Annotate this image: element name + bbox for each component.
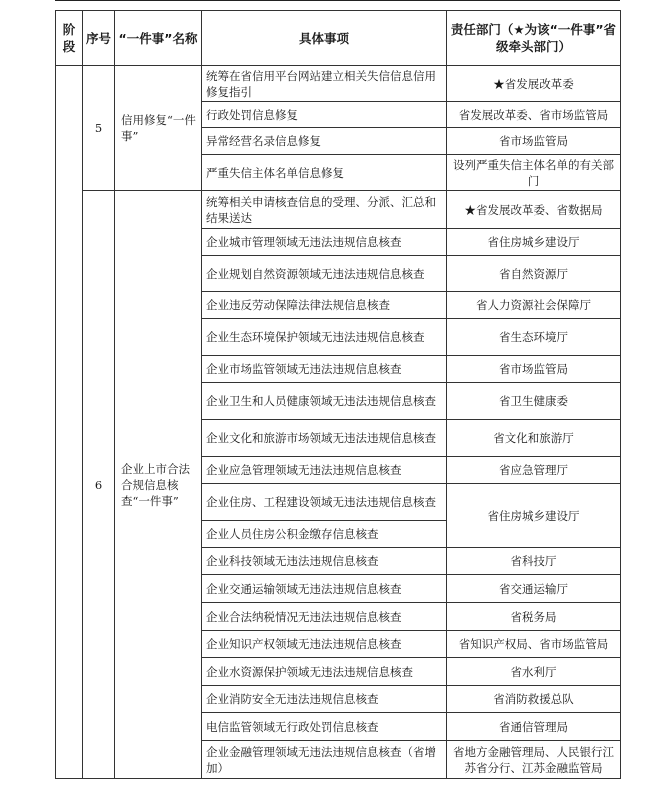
item-cell: 企业科技领域无违法违规信息核查: [202, 548, 447, 575]
table-row: [56, 191, 621, 229]
name-cell: 企业上市合法合规信息核查“一件事”: [115, 191, 202, 779]
header-row: [56, 11, 621, 66]
item-cell: 企业城市管理领域无违法违规信息核查: [202, 229, 447, 256]
dept-cell: 省卫生健康委: [447, 383, 621, 420]
header-name: “一件事”名称: [115, 11, 202, 66]
dept-cell: 省应急管理厅: [447, 457, 621, 484]
task-table: [55, 10, 621, 779]
stage-cell: [56, 66, 83, 779]
dept-cell: 省生态环境厅: [447, 319, 621, 356]
dept-cell: 设列严重失信主体名单的有关部门: [447, 155, 621, 191]
item-cell: 企业文化和旅游市场领域无违法违规信息核查: [202, 420, 447, 457]
dept-cell: 省消防救援总队: [447, 686, 621, 713]
item-cell: 统筹相关申请核查信息的受理、分派、汇总和结果送达: [202, 191, 447, 229]
name-cell: 信用修复“一件事”: [115, 66, 202, 191]
item-cell: 企业金融管理领域无违法违规信息核查（省增加）: [202, 741, 447, 779]
item-cell: 企业住房、工程建设领域无违法违规信息核查: [202, 484, 447, 521]
header-stage: 阶段: [56, 11, 83, 66]
item-cell: 企业合法纳税情况无违法违规信息核查: [202, 603, 447, 631]
dept-cell: 省知识产权局、省市场监管局: [447, 631, 621, 658]
dept-cell: 省住房城乡建设厅: [447, 229, 621, 256]
item-cell: 行政处罚信息修复: [202, 102, 447, 128]
item-cell: 企业消防安全无违法违规信息核查: [202, 686, 447, 713]
item-cell: 严重失信主体名单信息修复: [202, 155, 447, 191]
dept-cell: ★省发展改革委、省数据局: [447, 191, 621, 229]
dept-cell: ★省发展改革委: [447, 66, 621, 102]
item-cell: 企业水资源保护领域无违法违规信息核查: [202, 658, 447, 686]
seq-cell: 5: [83, 66, 115, 191]
item-cell: 企业生态环境保护领域无违法违规信息核查: [202, 319, 447, 356]
dept-cell: 省市场监管局: [447, 128, 621, 155]
dept-cell: 省人力资源社会保障厅: [447, 292, 621, 319]
item-cell: 企业应急管理领域无违法违规信息核查: [202, 457, 447, 484]
item-cell: 统筹在省信用平台网站建立相关失信信息信用修复指引: [202, 66, 447, 102]
header-seq: 序号: [83, 11, 115, 66]
item-cell: 异常经营名录信息修复: [202, 128, 447, 155]
dept-cell: 省科技厅: [447, 548, 621, 575]
header-dept: 责任部门（★为该“一件事”省级牵头部门）: [447, 11, 621, 66]
top-rule: [55, 0, 620, 1]
header-item: 具体事项: [202, 11, 447, 66]
item-cell: 企业违反劳动保障法律法规信息核查: [202, 292, 447, 319]
dept-cell: 省发展改革委、省市场监管局: [447, 102, 621, 128]
dept-cell: 省通信管理局: [447, 713, 621, 741]
item-cell: 企业卫生和人员健康领域无违法违规信息核查: [202, 383, 447, 420]
item-cell: 企业交通运输领域无违法违规信息核查: [202, 575, 447, 603]
dept-cell: 省文化和旅游厅: [447, 420, 621, 457]
dept-cell: 省住房城乡建设厅: [447, 484, 621, 548]
seq-cell: 6: [83, 191, 115, 779]
item-cell: 电信监管领域无行政处罚信息核查: [202, 713, 447, 741]
item-cell: 企业规划自然资源领域无违法违规信息核查: [202, 256, 447, 292]
dept-cell: 省市场监管局: [447, 356, 621, 383]
dept-cell: 省地方金融管理局、人民银行江苏省分行、江苏金融监管局: [447, 741, 621, 779]
dept-cell: 省水利厅: [447, 658, 621, 686]
item-cell: 企业市场监管领域无违法违规信息核查: [202, 356, 447, 383]
item-cell: 企业人员住房公积金缴存信息核查: [202, 521, 447, 548]
dept-cell: 省税务局: [447, 603, 621, 631]
table-row: [56, 66, 621, 102]
dept-cell: 省自然资源厅: [447, 256, 621, 292]
dept-cell: 省交通运输厅: [447, 575, 621, 603]
item-cell: 企业知识产权领域无违法违规信息核查: [202, 631, 447, 658]
